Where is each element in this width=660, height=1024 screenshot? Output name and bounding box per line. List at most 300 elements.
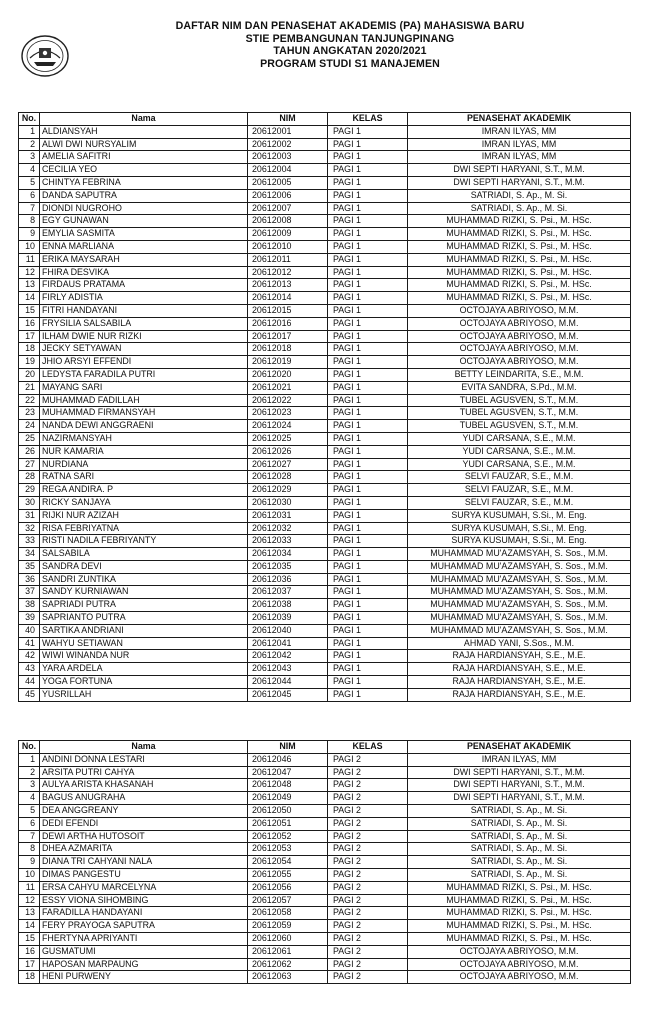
academic-advisor: BETTY LEINDARITA, S.E., M.M. [408,368,631,381]
student-nim: 20612025 [248,432,328,445]
row-number: 2 [19,766,40,779]
student-name: FIRDAUS PRATAMA [40,279,248,292]
student-name: MUHAMMAD FADILLAH [40,394,248,407]
academic-advisor: DWI SEPTI HARYANI, S.T., M.M. [408,164,631,177]
academic-advisor: YUDI CARSANA, S.E., M.M. [408,458,631,471]
table-row [19,279,631,292]
academic-advisor: MUHAMMAD MU'AZAMSYAH, S. Sos., M.M. [408,624,631,637]
student-nim: 20612030 [248,496,328,509]
student-name: RICKY SANJAYA [40,496,248,509]
row-number: 37 [19,586,40,599]
academic-advisor: SURYA KUSUMAH, S.Si., M. Eng. [408,509,631,522]
class-name: PAGI 1 [328,599,408,612]
header-col-no: No. [19,113,40,126]
academic-advisor: SATRIADI, S. Ap., M. Si. [408,843,631,856]
student-name: NAZIRMANSYAH [40,432,248,445]
academic-advisor: IMRAN ILYAS, MM [408,138,631,151]
student-name: YUSRILLAH [40,688,248,701]
student-name: RIJKI NUR AZIZAH [40,509,248,522]
class-name: PAGI 1 [328,688,408,701]
class-name: PAGI 1 [328,445,408,458]
table-row [19,753,631,766]
class-name: PAGI 1 [328,279,408,292]
student-nim: 20612038 [248,599,328,612]
student-nim: 20612009 [248,228,328,241]
table-row [19,535,631,548]
row-number: 6 [19,817,40,830]
class-name: PAGI 2 [328,753,408,766]
table-row [19,471,631,484]
class-name: PAGI 1 [328,176,408,189]
class-name: PAGI 1 [328,164,408,177]
academic-advisor: MUHAMMAD RIZKI, S. Psi., M. HSc. [408,240,631,253]
header-program: PROGRAM STUDI S1 MANAJEMEN [260,57,440,70]
student-name: YOGA FORTUNA [40,676,248,689]
table-row [19,573,631,586]
student-name: DIANA TRI CAHYANI NALA [40,856,248,869]
student-nim: 20612024 [248,420,328,433]
student-name: AULYA ARISTA KHASANAH [40,779,248,792]
academic-advisor: OCTOJAYA ABRIYOSO, M.M. [408,958,631,971]
row-number: 26 [19,445,40,458]
student-name: GUSMATUMI [40,945,248,958]
table-row [19,164,631,177]
student-name: ERIKA MAYSARAH [40,253,248,266]
academic-advisor: OCTOJAYA ABRIYOSO, M.M. [408,971,631,984]
class-name: PAGI 1 [328,253,408,266]
table-row [19,637,631,650]
student-nim: 20612041 [248,637,328,650]
student-nim: 20612055 [248,868,328,881]
student-name: FRYSILIA SALSABILA [40,317,248,330]
row-number: 41 [19,637,40,650]
table-row [19,240,631,253]
student-nim: 20612040 [248,624,328,637]
class-name: PAGI 2 [328,920,408,933]
class-name: PAGI 1 [328,535,408,548]
academic-advisor: SATRIADI, S. Ap., M. Si. [408,856,631,869]
student-nim: 20612045 [248,688,328,701]
row-number: 22 [19,394,40,407]
table-row [19,330,631,343]
academic-advisor: MUHAMMAD RIZKI, S. Psi., M. HSc. [408,894,631,907]
class-name: PAGI 1 [328,215,408,228]
student-name: RATNA SARI [40,471,248,484]
student-nim: 20612016 [248,317,328,330]
table-row [19,407,631,420]
student-nim: 20612035 [248,560,328,573]
student-nim: 20612032 [248,522,328,535]
table-row [19,804,631,817]
header-col-penasehat: PENASEHAT AKADEMIK [408,741,631,754]
row-number: 35 [19,560,40,573]
row-number: 24 [19,420,40,433]
student-name: SARTIKA ANDRIANI [40,624,248,637]
class-name: PAGI 2 [328,804,408,817]
header-col-kelas: KELAS [328,741,408,754]
student-nim: 20612015 [248,304,328,317]
row-number: 3 [19,151,40,164]
academic-advisor: MUHAMMAD RIZKI, S. Psi., M. HSc. [408,279,631,292]
row-number: 12 [19,266,40,279]
row-number: 16 [19,945,40,958]
row-number: 28 [19,471,40,484]
student-table-pagi-2 [18,740,631,984]
table-row [19,484,631,497]
table-row [19,560,631,573]
class-name: PAGI 1 [328,624,408,637]
table-row [19,817,631,830]
academic-advisor: OCTOJAYA ABRIYOSO, M.M. [408,330,631,343]
row-number: 19 [19,356,40,369]
row-number: 36 [19,573,40,586]
student-name: NUR KAMARIA [40,445,248,458]
academic-advisor: TUBEL AGUSVEN, S.T., M.M. [408,420,631,433]
row-number: 23 [19,407,40,420]
class-name: PAGI 2 [328,817,408,830]
table-row [19,907,631,920]
student-name: DHEA AZMARITA [40,843,248,856]
student-nim: 20612023 [248,407,328,420]
student-name: ERSA CAHYU MARCELYNA [40,881,248,894]
row-number: 3 [19,779,40,792]
row-number: 1 [19,753,40,766]
class-name: PAGI 1 [328,496,408,509]
document-header [90,20,610,70]
class-name: PAGI 2 [328,894,408,907]
row-number: 18 [19,971,40,984]
class-name: PAGI 2 [328,932,408,945]
student-nim: 20612014 [248,292,328,305]
row-number: 7 [19,830,40,843]
student-name: ANDINI DONNA LESTARI [40,753,248,766]
table-row [19,688,631,701]
student-nim: 20612006 [248,189,328,202]
class-name: PAGI 1 [328,151,408,164]
row-number: 9 [19,228,40,241]
table-row [19,176,631,189]
class-name: PAGI 1 [328,573,408,586]
table-row [19,548,631,561]
row-number: 4 [19,164,40,177]
row-number: 27 [19,458,40,471]
institution-logo [20,34,70,78]
academic-advisor: MUHAMMAD RIZKI, S. Psi., M. HSc. [408,920,631,933]
table-row [19,586,631,599]
student-name: CECILIA YEO [40,164,248,177]
student-nim: 20612005 [248,176,328,189]
class-name: PAGI 1 [328,317,408,330]
class-name: PAGI 1 [328,548,408,561]
class-name: PAGI 1 [328,650,408,663]
class-name: PAGI 2 [328,907,408,920]
student-name: ALWI DWI NURSYALIM [40,138,248,151]
student-nim: 20612054 [248,856,328,869]
student-nim: 20612001 [248,125,328,138]
academic-advisor: RAJA HARDIANSYAH, S.E., M.E. [408,650,631,663]
student-nim: 20612051 [248,817,328,830]
student-nim: 20612058 [248,907,328,920]
student-nim: 20612026 [248,445,328,458]
table-row [19,932,631,945]
student-name: FIRLY ADISTIA [40,292,248,305]
student-name: JHIO ARSYI EFFENDI [40,356,248,369]
academic-advisor: DWI SEPTI HARYANI, S.T., M.M. [408,779,631,792]
academic-advisor: RAJA HARDIANSYAH, S.E., M.E. [408,663,631,676]
class-name: PAGI 1 [328,228,408,241]
student-nim: 20612039 [248,612,328,625]
student-nim: 20612012 [248,266,328,279]
student-nim: 20612013 [248,279,328,292]
student-nim: 20612028 [248,471,328,484]
row-number: 1 [19,125,40,138]
academic-advisor: MUHAMMAD RIZKI, S. Psi., M. HSc. [408,881,631,894]
student-name: NURDIANA [40,458,248,471]
academic-advisor: MUHAMMAD RIZKI, S. Psi., M. HSc. [408,266,631,279]
academic-advisor: SATRIADI, S. Ap., M. Si. [408,817,631,830]
row-number: 8 [19,215,40,228]
student-name: FITRI HANDAYANI [40,304,248,317]
class-name: PAGI 2 [328,856,408,869]
student-name: DEDI EFENDI [40,817,248,830]
class-name: PAGI 1 [328,676,408,689]
table-row [19,215,631,228]
academic-advisor: OCTOJAYA ABRIYOSO, M.M. [408,356,631,369]
student-nim: 20612046 [248,753,328,766]
student-name: FERY PRAYOGA SAPUTRA [40,920,248,933]
student-name: DEA ANGGREANY [40,804,248,817]
student-nim: 20612036 [248,573,328,586]
row-number: 43 [19,663,40,676]
table-header-row [19,113,631,126]
header-col-no: No. [19,741,40,754]
student-name: YARA ARDELA [40,663,248,676]
student-nim: 20612063 [248,971,328,984]
header-col-kelas: KELAS [328,113,408,126]
student-name: WIWI WINANDA NUR [40,650,248,663]
table-row [19,228,631,241]
academic-advisor: SURYA KUSUMAH, S.Si., M. Eng. [408,522,631,535]
table-row [19,458,631,471]
row-number: 14 [19,292,40,305]
class-name: PAGI 1 [328,330,408,343]
row-number: 31 [19,509,40,522]
academic-advisor: IMRAN ILYAS, MM [408,753,631,766]
academic-advisor: TUBEL AGUSVEN, S.T., M.M. [408,407,631,420]
student-name: LEDYSTA FARADILA PUTRI [40,368,248,381]
academic-advisor: SATRIADI, S. Ap., M. Si. [408,202,631,215]
row-number: 17 [19,330,40,343]
row-number: 29 [19,484,40,497]
table-row [19,432,631,445]
header-col-nim: NIM [248,741,328,754]
student-nim: 20612059 [248,920,328,933]
academic-advisor: RAJA HARDIANSYAH, S.E., M.E. [408,688,631,701]
table-row [19,509,631,522]
student-nim: 20612017 [248,330,328,343]
academic-advisor: AHMAD YANI, S.Sos., M.M. [408,637,631,650]
student-nim: 20612020 [248,368,328,381]
academic-advisor: SATRIADI, S. Ap., M. Si. [408,804,631,817]
student-nim: 20612061 [248,945,328,958]
header-col-nim: NIM [248,113,328,126]
row-number: 42 [19,650,40,663]
class-name: PAGI 2 [328,792,408,805]
student-name: SANDY KURNIAWAN [40,586,248,599]
row-number: 38 [19,599,40,612]
student-nim: 20612050 [248,804,328,817]
table-row [19,138,631,151]
class-name: PAGI 1 [328,394,408,407]
row-number: 10 [19,868,40,881]
table-row [19,522,631,535]
table-row [19,189,631,202]
table-row [19,202,631,215]
academic-advisor: RAJA HARDIANSYAH, S.E., M.E. [408,676,631,689]
student-nim: 20612048 [248,779,328,792]
table-row [19,676,631,689]
student-nim: 20612003 [248,151,328,164]
class-name: PAGI 2 [328,958,408,971]
row-number: 2 [19,138,40,151]
class-name: PAGI 1 [328,343,408,356]
student-name: ENNA MARLIANA [40,240,248,253]
student-name: EGY GUNAWAN [40,215,248,228]
academic-advisor: MUHAMMAD RIZKI, S. Psi., M. HSc. [408,292,631,305]
academic-advisor: YUDI CARSANA, S.E., M.M. [408,445,631,458]
table-row [19,624,631,637]
academic-advisor: MUHAMMAD MU'AZAMSYAH, S. Sos., M.M. [408,599,631,612]
class-name: PAGI 1 [328,266,408,279]
row-number: 40 [19,624,40,637]
row-number: 9 [19,856,40,869]
row-number: 17 [19,958,40,971]
table-row [19,779,631,792]
row-number: 12 [19,894,40,907]
student-nim: 20612047 [248,766,328,779]
header-institution: STIE PEMBANGUNAN TANJUNGPINANG [245,32,455,45]
class-name: PAGI 1 [328,125,408,138]
class-name: PAGI 1 [328,471,408,484]
table-row [19,496,631,509]
academic-advisor: YUDI CARSANA, S.E., M.M. [408,432,631,445]
student-name: RISA FEBRIYATNA [40,522,248,535]
row-number: 8 [19,843,40,856]
class-name: PAGI 1 [328,202,408,215]
student-nim: 20612019 [248,356,328,369]
row-number: 5 [19,176,40,189]
student-nim: 20612029 [248,484,328,497]
academic-advisor: OCTOJAYA ABRIYOSO, M.M. [408,945,631,958]
student-name: EMYLIA SASMITA [40,228,248,241]
student-name: RISTI NADILA FEBRIYANTY [40,535,248,548]
student-name: WAHYU SETIAWAN [40,637,248,650]
row-number: 39 [19,612,40,625]
student-table-pagi-1 [18,112,631,702]
row-number: 25 [19,432,40,445]
table-row [19,368,631,381]
student-name: SAPRIANTO PUTRA [40,612,248,625]
student-nim: 20612002 [248,138,328,151]
student-name: FHIRA DESVIKA [40,266,248,279]
class-name: PAGI 1 [328,663,408,676]
student-nim: 20612004 [248,164,328,177]
table-row [19,868,631,881]
class-name: PAGI 2 [328,971,408,984]
student-name: SANDRA DEVI [40,560,248,573]
table-row [19,663,631,676]
header-title: DAFTAR NIM DAN PENASEHAT AKADEMIS (PA) MAHASISWA BARU [175,20,525,32]
student-nim: 20612007 [248,202,328,215]
student-nim: 20612042 [248,650,328,663]
row-number: 32 [19,522,40,535]
student-nim: 20612011 [248,253,328,266]
header-year: TAHUN ANGKATAN 2020/2021 [273,45,427,57]
table-row [19,356,631,369]
row-number: 20 [19,368,40,381]
student-name: CHINTYA FEBRINA [40,176,248,189]
class-name: PAGI 1 [328,420,408,433]
table-row [19,266,631,279]
student-nim: 20612021 [248,381,328,394]
student-name: DIMAS PANGESTU [40,868,248,881]
academic-advisor: SELVI FAUZAR, S.E., M.M. [408,484,631,497]
table-row [19,830,631,843]
student-nim: 20612022 [248,394,328,407]
row-number: 33 [19,535,40,548]
class-name: PAGI 1 [328,458,408,471]
row-number: 6 [19,189,40,202]
table-row [19,151,631,164]
student-nim: 20612049 [248,792,328,805]
class-name: PAGI 1 [328,522,408,535]
student-name: BAGUS ANUGRAHA [40,792,248,805]
row-number: 21 [19,381,40,394]
student-name: SAPRIADI PUTRA [40,599,248,612]
table-row [19,958,631,971]
academic-advisor: EVITA SANDRA, S.Pd., M.M. [408,381,631,394]
class-name: PAGI 2 [328,843,408,856]
table-row [19,971,631,984]
academic-advisor: TUBEL AGUSVEN, S.T., M.M. [408,394,631,407]
class-name: PAGI 1 [328,138,408,151]
student-nim: 20612033 [248,535,328,548]
header-col-nama: Nama [40,741,248,754]
academic-advisor: MUHAMMAD RIZKI, S. Psi., M. HSc. [408,215,631,228]
class-name: PAGI 1 [328,484,408,497]
student-nim: 20612031 [248,509,328,522]
student-nim: 20612043 [248,663,328,676]
academic-advisor: MUHAMMAD MU'AZAMSYAH, S. Sos., M.M. [408,548,631,561]
student-name: ALDIANSYAH [40,125,248,138]
class-name: PAGI 1 [328,432,408,445]
academic-advisor: IMRAN ILYAS, MM [408,125,631,138]
academic-advisor: OCTOJAYA ABRIYOSO, M.M. [408,343,631,356]
class-name: PAGI 1 [328,189,408,202]
header-col-nama: Nama [40,113,248,126]
row-number: 45 [19,688,40,701]
table-header-row [19,741,631,754]
row-number: 14 [19,920,40,933]
row-number: 7 [19,202,40,215]
student-name: ESSY VIONA SIHOMBING [40,894,248,907]
table-row [19,420,631,433]
student-name: MAYANG SARI [40,381,248,394]
table-row [19,945,631,958]
row-number: 13 [19,279,40,292]
table-row [19,125,631,138]
table-row [19,894,631,907]
